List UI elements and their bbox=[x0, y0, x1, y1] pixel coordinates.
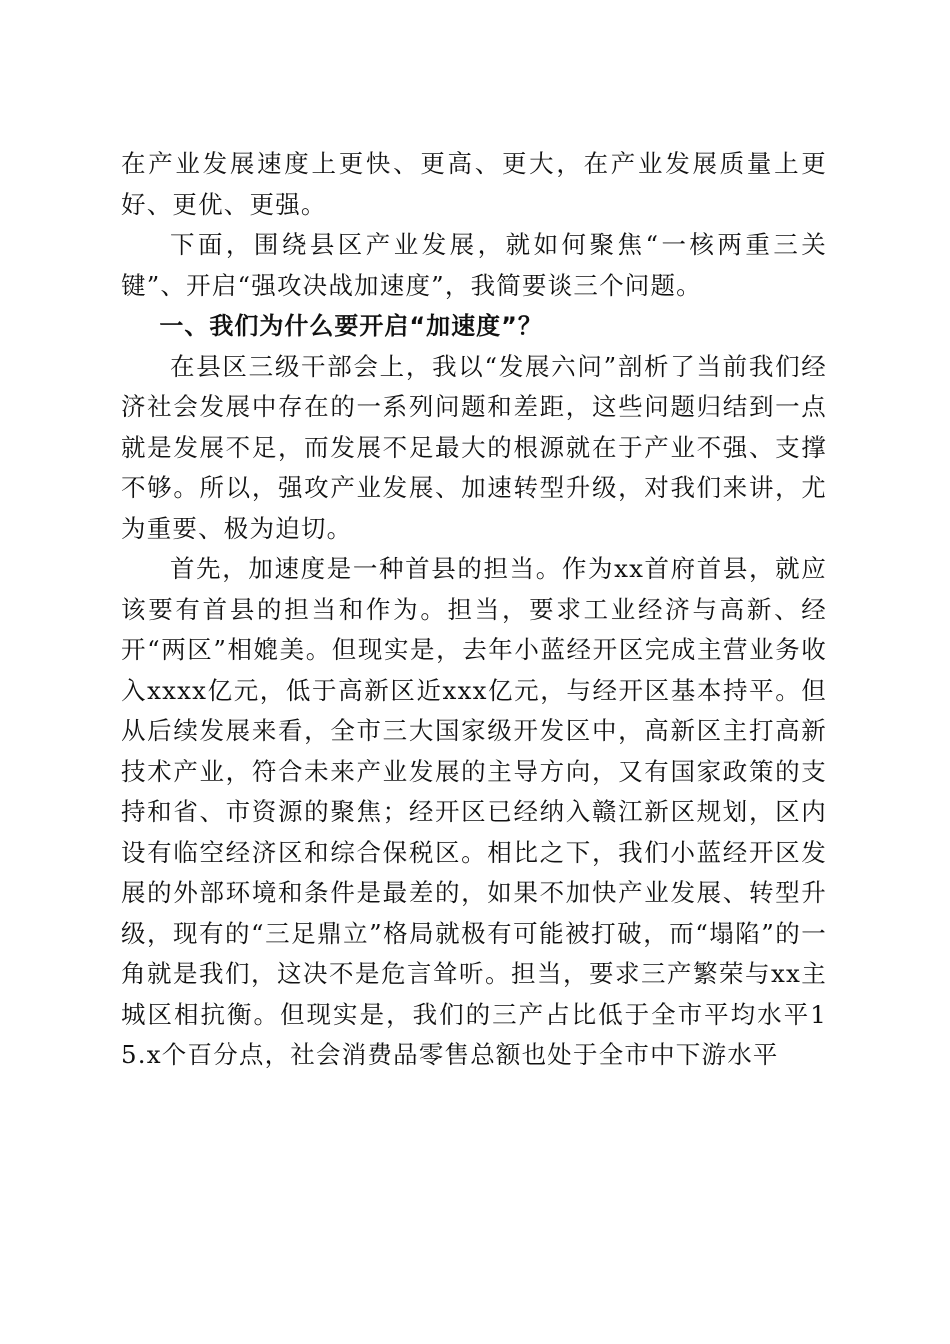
paragraph-body-2: 首先，加速度是一种首县的担当。作为xx首府首县，就应该要有首县的担当和作为。担当，要求工业经济与高新、经开“两区”相媲美。但现实是，去年小蓝经开区完成主营业务收入xxxx亿元，低于高新区近xxx亿元，与经开区基本持平。但从后续发展来看，全市三大国家级开发区中，高新区主打高新技术产业，符合未来产业发展的主导方向，又有国家政策的支持和省、市资源的聚焦；经开区已经纳入赣江新区规划，区内设有临空经济区和综合保税区。相比之下，我们小蓝经开区发展的外部环境和条件是最差的，如果不加快产业发展、转型升级，现有的“三足鼎立”格局就极有可能被打破，而“塌陷”的一角就是我们，这决不是危言耸听。担当，要求三产繁荣与xx主城区相抗衡。但现实是，我们的三产占比低于全市平均水平15.x个百分点，社会消费品零售总额也处于全市中下游水平 bbox=[121, 554, 827, 1069]
document-body bbox=[121, 144, 827, 1076]
paragraph-intro: 下面，围绕县区产业发展，就如何聚焦“一核两重三关键”、开启“强攻决战加速度”，我简要谈三个问题。 bbox=[121, 230, 827, 300]
paragraph-body-1: 在县区三级干部会上，我以“发展六问”剖析了当前我们经济社会发展中存在的一系列问题和差距，这些问题归结到一点就是发展不足，而发展不足最大的根源就在于产业不强、支撑不够。所以，强攻产业发展、加速转型升级，对我们来讲，尤为重要、极为迫切。 bbox=[121, 351, 827, 543]
section-heading-1: 一、我们为什么要开启“加速度”？ bbox=[159, 312, 543, 340]
paragraph-continuation: 在产业发展速度上更快、更高、更大，在产业发展质量上更好、更优、更强。 bbox=[121, 149, 827, 219]
